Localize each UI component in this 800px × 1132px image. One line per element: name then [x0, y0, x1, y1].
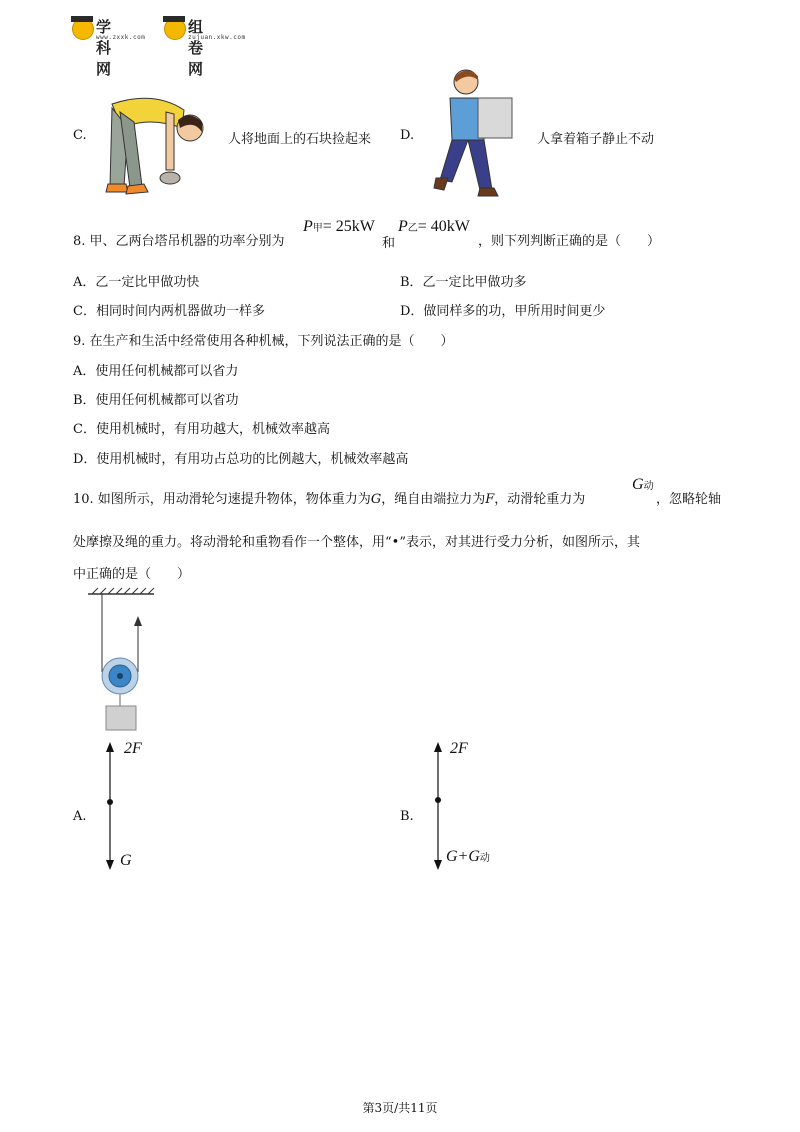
option-c-label: C. — [73, 128, 87, 143]
q9-option-d: D．使用机械时，有用功占总功的比例越大，机械效率越高 — [73, 452, 409, 467]
mortarboard-icon — [71, 16, 93, 22]
q10-g-dong: G动 — [632, 476, 654, 493]
pulley-diagram — [84, 586, 160, 736]
q8-option-b: B．乙一定比甲做功多 — [400, 275, 527, 290]
option-d-label: D. — [400, 128, 415, 143]
logo2-url: zujuan.xkw.com — [188, 34, 246, 41]
q10-option-b-label: B. — [400, 809, 414, 824]
up-arrow-icon — [106, 742, 114, 752]
q10-line1: 10. 如图所示，用动滑轮匀速提升物体，物体重力为G，绳自由端拉力为F，动滑轮重力为 — [73, 492, 586, 507]
bending-person-image — [104, 88, 216, 200]
logo2-text: 组卷网 — [188, 18, 204, 78]
q8-p-jia: P甲= 25kW — [303, 218, 375, 235]
page-number: 第3页/共11页 — [362, 1101, 438, 1115]
q8-stem-suffix: ，则下列判断正确的是（ ） — [478, 234, 661, 249]
down-arrow-icon — [434, 860, 442, 870]
q10-line2: 处摩擦及绳的重力。将动滑轮和重物看作一个整体，用“•”表示，对其进行受力分析，如图所示，其 — [73, 535, 640, 550]
option-b-up-force: 2F — [450, 740, 468, 757]
option-b-down-force: G+G动 — [446, 848, 490, 865]
q8-option-a: A．乙一定比甲做功快 — [73, 275, 200, 290]
mortarboard-icon — [163, 16, 185, 22]
logo1-text: 学科网 — [96, 18, 112, 78]
logo1-url: www.zxxk.com — [96, 34, 146, 41]
q9-option-a: A．使用任何机械都可以省力 — [73, 364, 239, 379]
option-d-text: 人拿着箱子静止不动 — [537, 132, 655, 147]
q8-stem-prefix: 8. 甲、乙两台塔吊机器的功率分别为 — [73, 234, 285, 249]
q9-stem: 9. 在生产和生活中经常使用各种机械，下列说法正确的是（ ） — [73, 334, 454, 349]
person-holding-box-image — [430, 64, 520, 198]
q8-option-c: C．相同时间内两机器做功一样多 — [73, 304, 265, 319]
point-dot — [107, 799, 113, 805]
option-a-up-force: 2F — [124, 740, 142, 757]
option-a-down-force: G — [120, 852, 132, 869]
q8-option-d: D．做同样多的功，甲所用时间更少 — [400, 304, 606, 319]
q8-p-yi: P乙= 40kW — [398, 218, 470, 235]
q8-and: 和 — [382, 236, 396, 251]
q10-option-a-label: A. — [73, 809, 87, 824]
q9-option-c: C．使用机械时，有用功越大，机械效率越高 — [73, 422, 330, 437]
point-dot — [435, 797, 441, 803]
option-c-text: 人将地面上的石块捡起来 — [228, 132, 372, 147]
q9-option-b: B．使用任何机械都可以省功 — [73, 393, 239, 408]
q10-line1-end: ，忽略轮轴 — [656, 492, 722, 507]
q10-line3: 中正确的是（ ） — [73, 567, 191, 582]
down-arrow-icon — [106, 860, 114, 870]
up-arrow-icon — [434, 742, 442, 752]
